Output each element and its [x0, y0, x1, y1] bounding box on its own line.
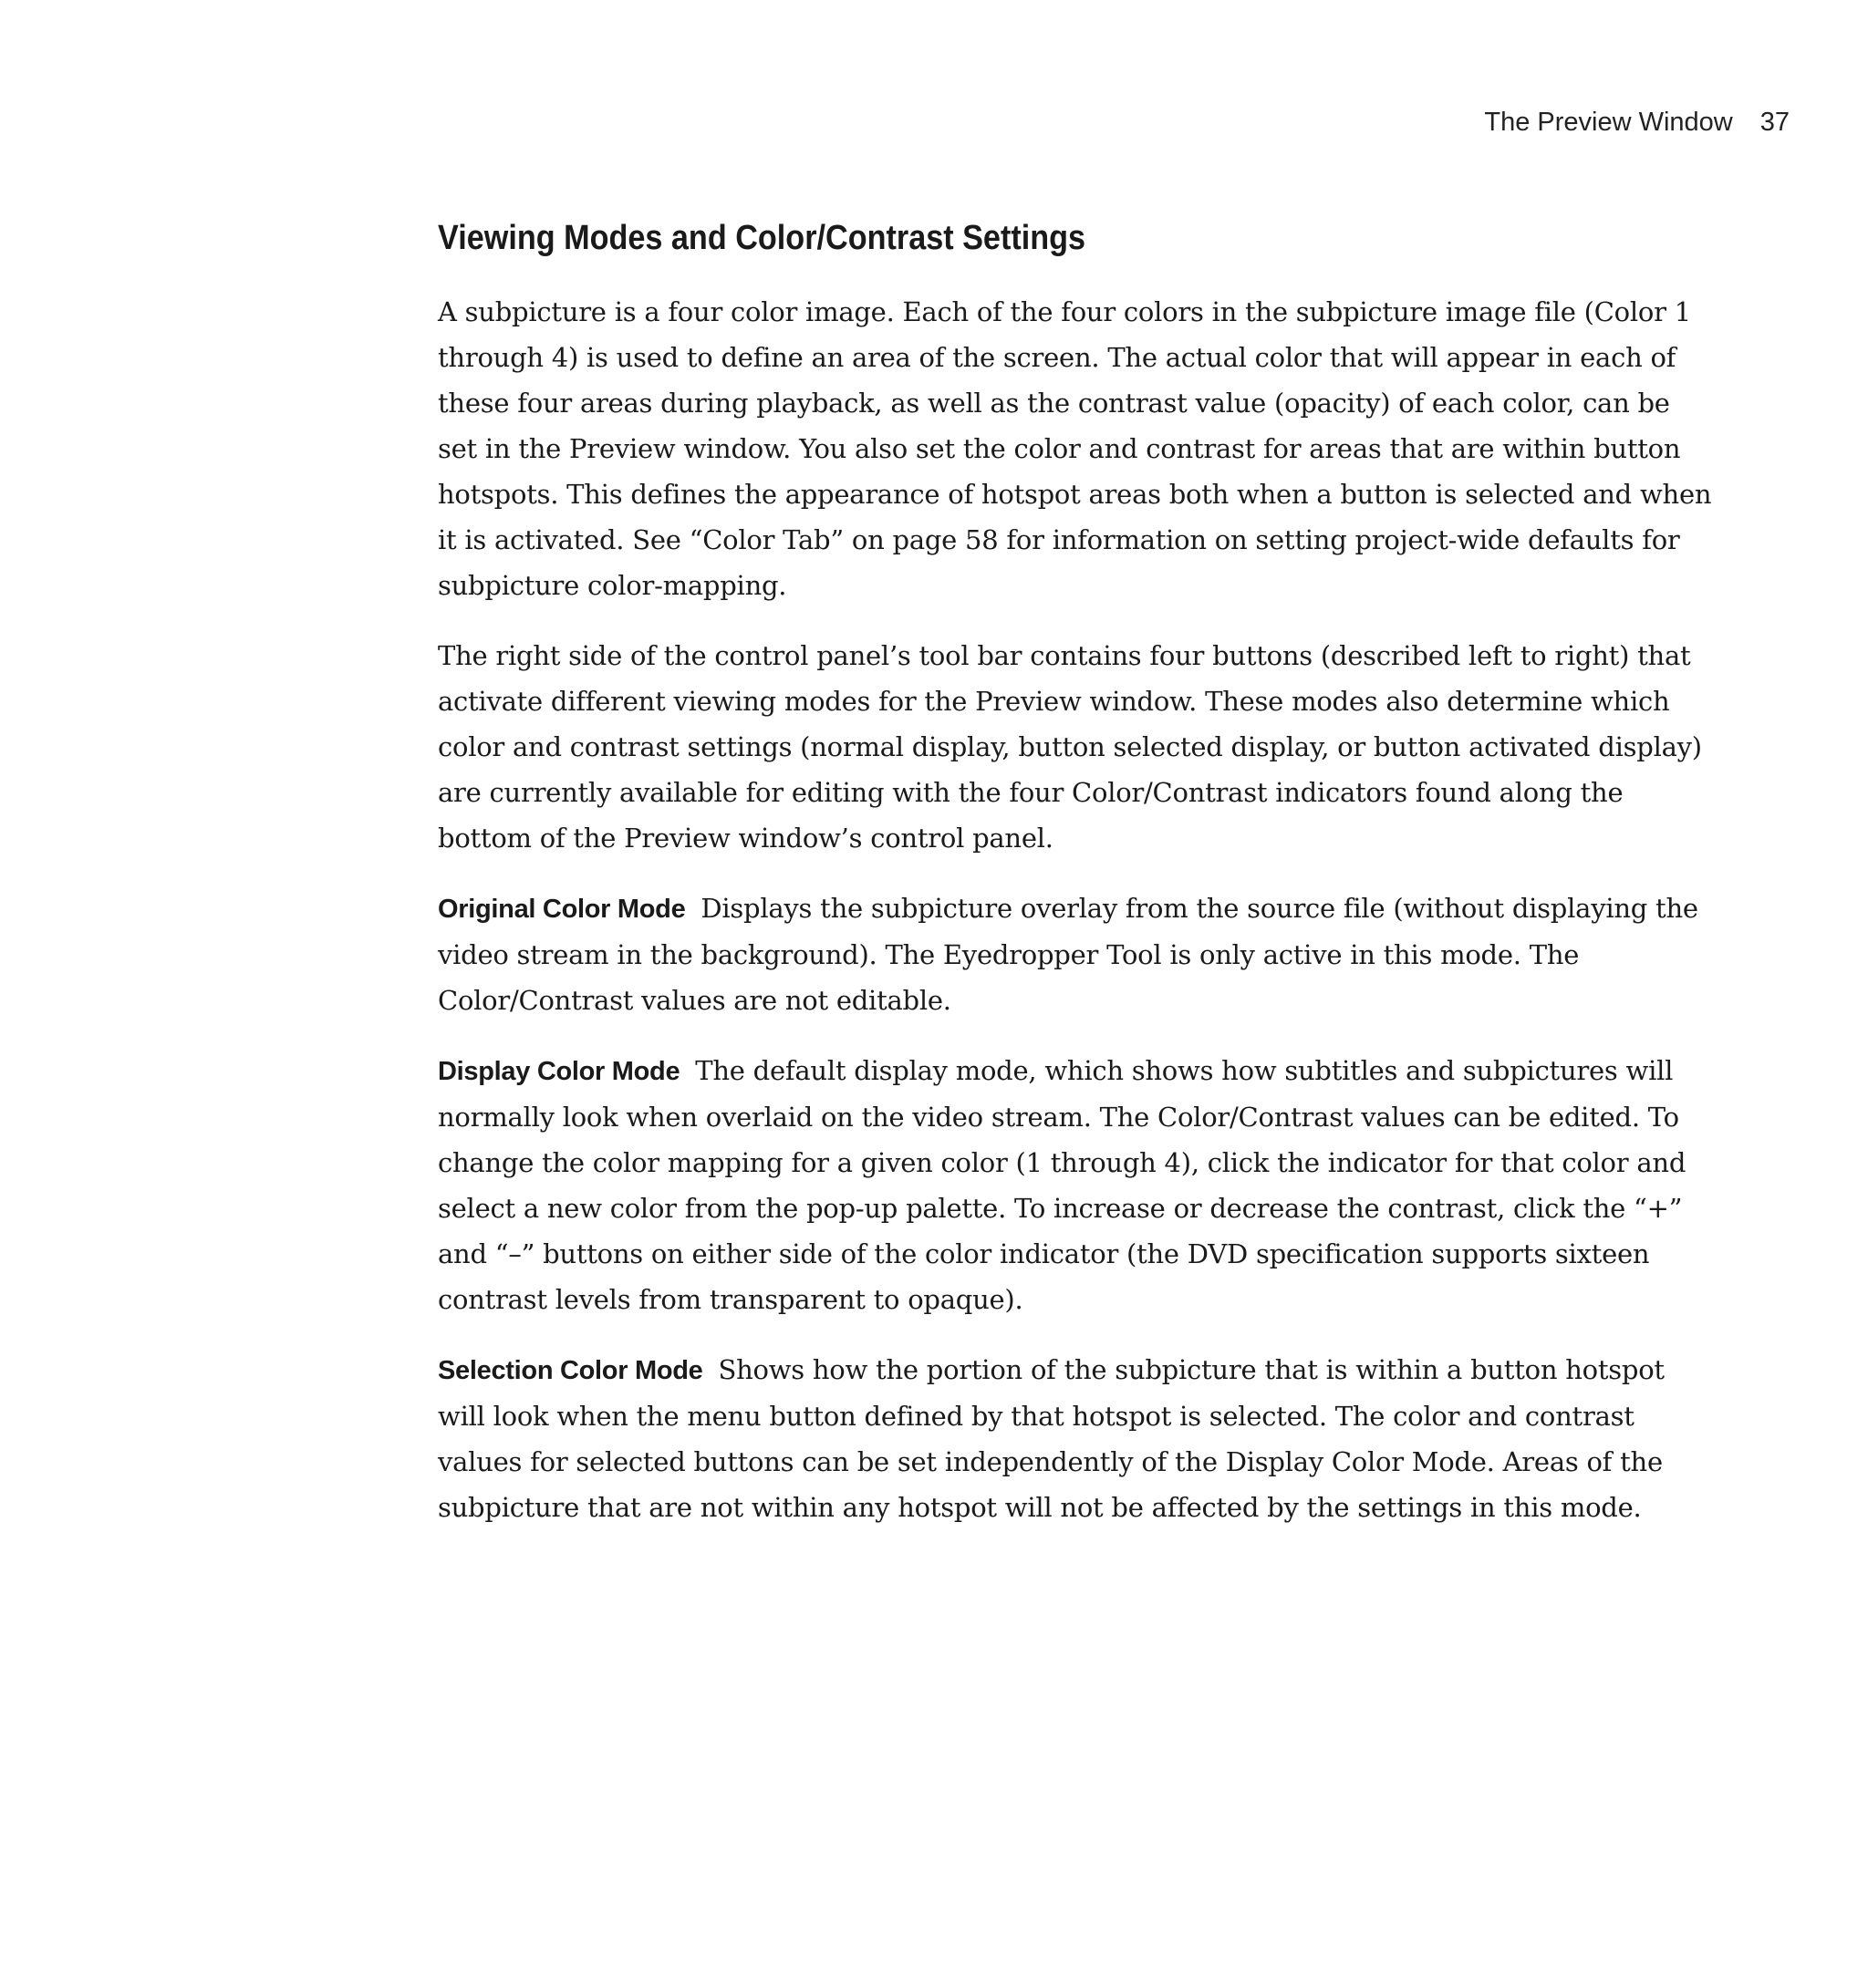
- page-body: [438, 219, 1715, 1555]
- page-number: 37: [1759, 108, 1790, 137]
- mode-description-original: [438, 885, 1715, 1023]
- section-title: Viewing Modes and Color/Contrast Settings: [438, 219, 1086, 257]
- mode-text: Displays the subpicture overlay from the source file (without displaying the video stream in the background). The Eyedropper Tool is only active in this mode. The Color/Contrast values are not editable.: [438, 893, 1698, 1016]
- body-paragraph: The right side of the control panel’s tool bar contains four buttons (described left to right) that activate different viewing modes for the Preview window. These modes also determine which color and contrast settings (normal display, button selected display, or button activated display) are currently available for editing with the four Color/Contrast indicators found along the bottom of the Preview window’s control panel.: [438, 640, 1702, 854]
- mode-description-selection: [438, 1347, 1715, 1530]
- mode-term: Original Color Mode: [438, 895, 686, 924]
- running-header-section: The Preview Window: [1484, 108, 1733, 137]
- mode-description-display: [438, 1048, 1715, 1322]
- body-paragraph: A subpicture is a four color image. Each of the four colors in the subpicture image file (Color 1 through 4) is used to define an area of the screen. The actual color that will appear in each of these four areas during playback, as well as the contrast value (opacity) of each color, can be set in the Preview window. You also set the color and contrast for areas that are within button hotspots. This defines the appearance of hotspot areas both when a button is selected and when it is activated. See “Color Tab” on page 58 for information on setting project-wide defaults for subpicture color-mapping.: [438, 296, 1712, 601]
- running-header: [1484, 108, 1790, 138]
- mode-text: The default display mode, which shows how subtitles and subpictures will normally look when overlaid on the video stream. The Color/Contrast values can be edited. To change the color mapping for a given color (1 through 4), click the indicator for that color and select a new color from the pop-up palette. To increase or decrease the contrast, click the “+” and “–” buttons on either side of the color indicator (the DVD specification supports sixteen contrast levels from transparent to opaque).: [438, 1055, 1686, 1315]
- mode-term: Selection Color Mode: [438, 1356, 703, 1385]
- mode-term: Display Color Mode: [438, 1057, 680, 1086]
- mode-text: Shows how the portion of the subpicture that is within a button hotspot will look when the menu button defined by that hotspot is selected. The color and contrast values for selected buttons can be set independently of the Display Color Mode. Areas of the subpicture that are not within any hotspot will not be affected by the settings in this mode.: [438, 1354, 1665, 1523]
